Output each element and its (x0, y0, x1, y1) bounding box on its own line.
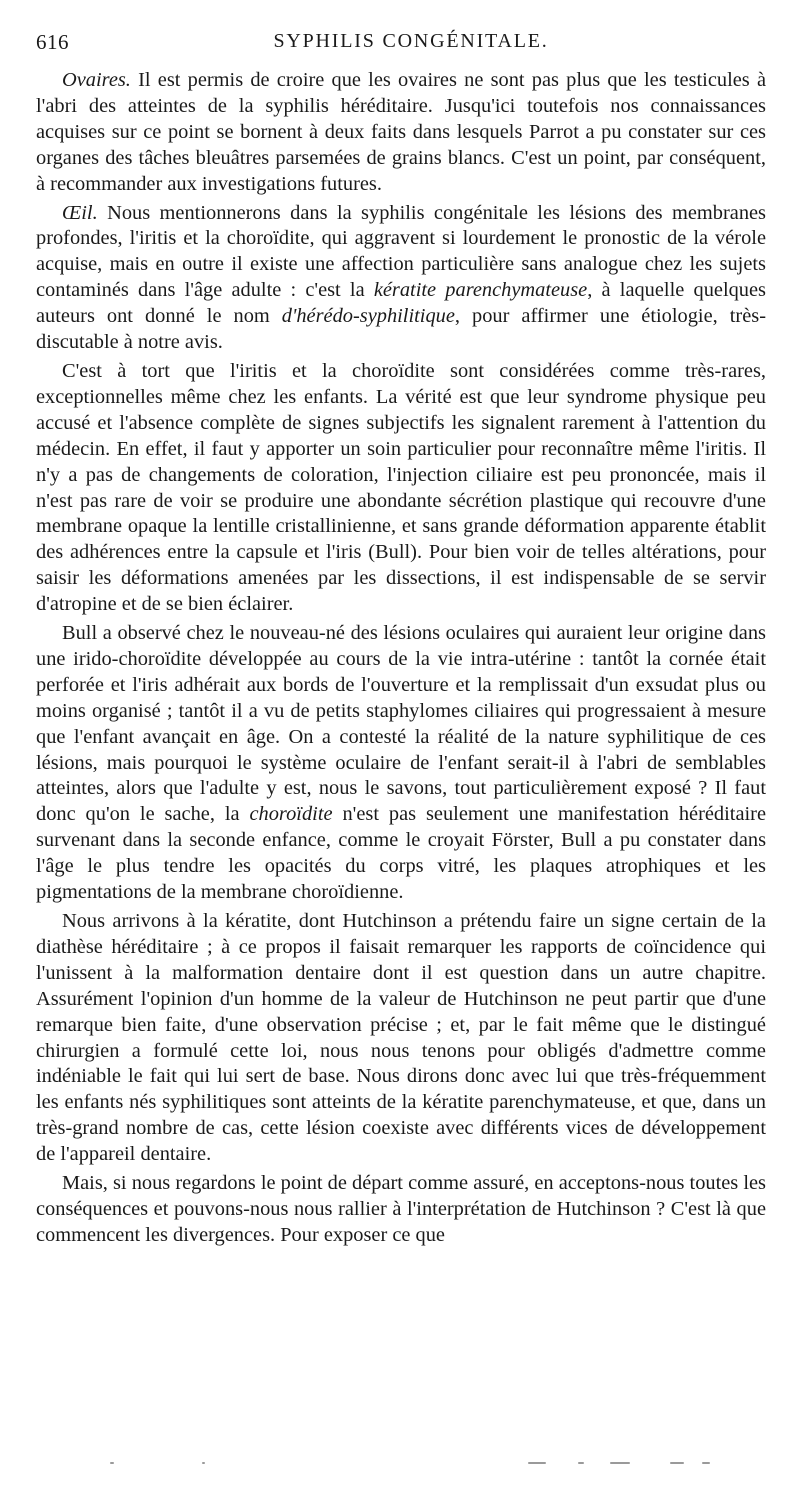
paragraph-lead: Ovaires. (62, 69, 131, 91)
body-text (36, 68, 766, 1249)
print-speck (610, 1462, 630, 1464)
paragraph-text: Nous mentionnerons dans la syphilis congénitale les lésions des membranes profondes, l'iritis et la choroïdite, qui aggravent si lourdement le pronostic de la vérole acquise, mais en outre il existe une affection particulière sans analogue chez les sujets contaminés dans l'âge adulte : c'est la (36, 201, 766, 302)
running-title: SYPHILIS CONGÉNITALE. (273, 30, 549, 52)
print-speck (528, 1462, 546, 1464)
paragraph-text: n'est pas seulement une manifestation héréditaire survenant dans la seconde enfance, comme le croyait Förster, Bull a pu constater dans l'âge le plus tendre les opacités du corps vitré, les plaques atrophiques et les pigmentations de la membrane choroïdienne. (36, 803, 766, 904)
print-speck (110, 1462, 114, 1464)
running-head (36, 30, 766, 56)
paragraph-bull (36, 621, 766, 906)
page-number: 616 (36, 30, 69, 54)
italic-term: kératite parenchymateuse (373, 279, 588, 302)
paragraph-text: , à laquelle quelques auteurs ont donné le nom (36, 279, 766, 328)
paragraph-text: Bull a observé chez le nouveau-né des lésions oculaires qui auraient leur origine dans une irido-choroïdite développée au cours de la vie intra-utérine : tantôt la cornée était perforée et l'iris adhérait aux bords de l'ouverture et la remplissait d'un exsudat plus ou moins organisé ; tantôt il a vu de petits staphylomes ciliaires qui progressaient à mesure que l'enfant avançait en âge. On a contesté la réalité de la nature syphilitique de ces lésions, mais pourquoi le système oculaire de l'enfant serait-il à l'abri de semblables atteintes, alors que l'adulte y est, nous le savons, tout particulièrement exposé ? Il faut donc qu'on le sache, la (36, 622, 766, 826)
paragraph-lead: Œil. (62, 201, 98, 224)
print-speck (578, 1462, 584, 1464)
paragraph-text: , pour affirmer une étiologie, très-discutable à notre avis. (36, 305, 766, 354)
paragraph-hutchinson (36, 1171, 766, 1249)
italic-term: choroïdite (249, 803, 333, 826)
print-specks (110, 1462, 730, 1468)
paragraph-text: C'est à tort que l'iritis et la choroïdite sont considérées comme très-rares, exceptionnelles même chez les enfants. La vérité est que leur syndrome physique peu accusé et l'absence complète de signes subjectifs les signalent rarement à l'attention du médecin. En effet, il faut y apporter un soin particulier pour reconnaître même l'iritis. Il n'y a pas de changements de coloration, l'injection ciliaire est peu prononcée, mais il n'est pas rare de voir se produire une abondante sécrétion plastique qui recouvre d'une membrane opaque la lentille cristallinienne, et sans grande déformation apparente établit des adhérences entre la capsule et l'iris (Bull). Pour bien voir de telles altérations, pour saisir les déformations amenées par les dissections, il est indispensable de se servir d'atropine et de se bien éclairer. (36, 359, 766, 616)
paragraph-text: Mais, si nous regardons le point de départ comme assuré, en acceptons-nous toutes les conséquences et pouvons-nous nous rallier à l'interprétation de Hutchinson ? C'est là que commencent les divergences. Pour exposer ce que (36, 1172, 766, 1246)
paragraph-oeil (36, 201, 766, 356)
print-speck (670, 1462, 684, 1464)
print-speck (702, 1462, 710, 1464)
italic-term: d'hérédo-syphilitique (281, 305, 455, 328)
print-speck (202, 1462, 205, 1464)
paragraph-keratite (36, 909, 766, 1168)
paragraph-text: Nous arrivons à la kératite, dont Hutchinson a prétendu faire un signe certain de la diathèse héréditaire ; à ce propos il faisait remarquer les rapports de coïncidence qui l'unissent à la malformation dentaire dont il est question dans un autre chapitre. Assurément l'opinion d'un homme de la valeur de Hutchinson ne peut partir que d'une remarque bien faite, d'une observation précise ; et, par le fait même que le distingué chirurgien a formulé cette loi, nous nous tenons pour obligés d'admettre comme indéniable le fait qui lui sert de base. Nous dirons donc avec lui que très-fréquemment les enfants nés syphilitiques sont atteints de la kératite parenchymateuse, et que, dans un très-grand nombre de cas, cette lésion coexiste avec différents vices de développement de l'appareil dentaire. (36, 910, 766, 1166)
paragraph-iritis (36, 359, 766, 618)
paragraph-ovaires (36, 68, 766, 198)
paragraph-text: Il est permis de croire que les ovaires ne sont pas plus que les testicules à l'abri des atteintes de la syphilis héréditaire. Jusqu'ici toutefois nos connaissances acquises sur ce point se bornent à deux faits dans lesquels Parrot a pu constater sur ces organes des tâches bleuâtres parsemées de grains blancs. C'est un point, par conséquent, à recommander aux investigations futures. (36, 69, 766, 195)
